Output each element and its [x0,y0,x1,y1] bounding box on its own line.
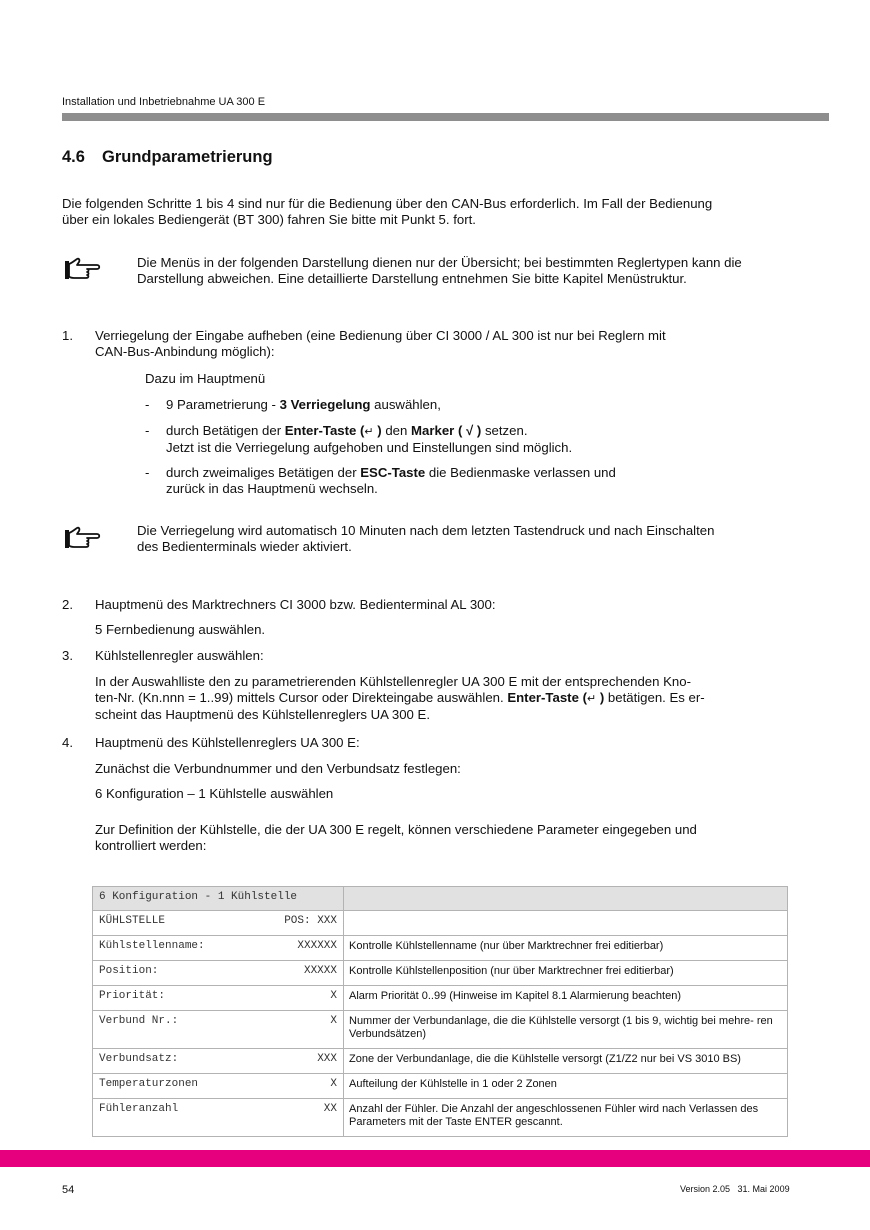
step3-number: 3. [62,648,73,663]
note1 [137,255,742,287]
step4-line1: Hauptmenü des Kühlstellenreglers UA 300 E: [95,735,360,750]
intro-line1: Die folgenden Schritte 1 bis 4 sind nur für die Bedienung über den CAN-Bus erforderlich. Im Fall der Bedienung [62,196,713,211]
page-number: 54 [62,1184,75,1196]
step3-paragraph: In der Auswahlliste den zu parametrierenden Kühlstellenregler UA 300 E mit der entsprechenden Kno- ten-Nr. (Kn.nnn = 1..99) mittels Cursor oder Direkteingabe auswählen. Enter-Taste (↵ ) betätigen. Es er- scheint das Hauptmenü des Kühlstellenreglers UA 300 E. [95,674,705,722]
table-row: Priorität: X Alarm Priorität 0..99 (Hinweise im Kapitel 8.1 Alarmierung beachten) [93,986,788,1011]
step1-bullet2: durch Betätigen der Enter-Taste (↵ ) den Marker ( √ ) setzen. Jetzt ist die Verriegelung aufgehoben und Einstellungen sind möglich. [166,423,573,455]
section-number: 4.6 [62,148,85,166]
bullet-dash: - [145,397,150,412]
table-row: Temperaturzonen X Aufteilung der Kühlstelle in 1 oder 2 Zonen [93,1074,788,1099]
table-header-row [93,887,788,911]
table-row: KÜHLSTELLE POS: XXX [93,911,788,936]
table-row: Verbundsatz: XXX Zone der Verbundanlage, die die Kühlstelle versorgt (Z1/Z2 nur bei VS 3010 BS) [93,1049,788,1074]
step4-paragraph: Zur Definition der Kühlstelle, die der UA 300 E regelt, können verschiedene Parameter eingegeben und kontrolliert werden: [95,822,697,853]
bullet-dash: - [145,465,150,480]
intro-line2: über ein lokales Bediengerät (BT 300) fahren Sie bitte mit Punkt 5. fort. [62,212,476,227]
table-row: Fühleranzahl XX Anzahl der Fühler. Die Anzahl der angeschlossenen Fühler wird nach Verlassen des Parameters mit der Taste ENTER gescannt. [93,1099,788,1137]
step1-number: 1. [62,328,73,343]
table-row: Position: XXXXX Kontrolle Kühlstellenposition (nur über Marktrechner frei editierbar) [93,961,788,986]
pointing-hand-icon [62,524,102,552]
header-title: Installation und Inbetriebnahme UA 300 E [62,96,266,108]
note2 [137,523,714,555]
step3-line1: Kühlstellenregler auswählen: [95,648,264,663]
step2-number: 2. [62,597,73,612]
step4-line2: Zunächst die Verbundnummer und den Verbundsatz festlegen: [95,761,461,776]
intro-paragraph [62,196,712,228]
note1-line1: Die Menüs in der folgenden Darstellung dienen nur der Übersicht; bei bestimmten Reglertypen kann die [137,255,742,270]
note2-line1: Die Verriegelung wird automatisch 10 Minuten nach dem letzten Tastendruck und nach Einschalten [137,523,715,538]
step1-intro: Dazu im Hauptmenü [145,371,266,386]
step2-line1: Hauptmenü des Marktrechners CI 3000 bzw. Bedienterminal AL 300: [95,597,496,612]
step4-number: 4. [62,735,73,750]
enter-key-icon: ↵ [364,426,374,438]
table-row: Verbund Nr.: X Nummer der Verbundanlage, die die Kühlstelle versorgt (1 bis 9, wichtig bei mehre- ren Verbundsätzen) [93,1011,788,1049]
step1-bullet3: durch zweimaliges Betätigen der ESC-Taste die Bedienmaske verlassen und zurück in das Hauptmenü wechseln. [166,465,616,496]
step1-line2: CAN-Bus-Anbindung möglich): [95,344,275,359]
note2-line2: des Bedienterminals wieder aktiviert. [137,539,352,554]
header-bar [62,113,829,121]
table-row: Kühlstellenname: XXXXXX Kontrolle Kühlstellenname (nur über Marktrechner frei editierbar) [93,936,788,961]
enter-key-icon: ↵ [586,693,597,705]
version-info: Version 2.05 31. Mai 2009 [680,1184,790,1194]
step1-line1: Verriegelung der Eingabe aufheben (eine Bedienung über CI 3000 / AL 300 ist nur bei Reglern mit [95,328,666,343]
note1-line2: Darstellung abweichen. Eine detaillierte Darstellung entnehmen Sie bitte Kapitel Menüstruktur. [137,271,687,286]
section-heading [62,148,273,167]
pointing-hand-icon [62,255,102,283]
bullet-dash: - [145,423,150,438]
footer-bar [0,1150,870,1167]
step1-bullet1: 9 Parametrierung - 3 Verriegelung auswählen, [166,397,441,412]
table-title-cell: 6 Konfiguration - 1 Kühlstelle [93,887,344,911]
step4-line3: 6 Konfiguration – 1 Kühlstelle auswählen [95,786,334,801]
section-title: Grundparametrierung [102,148,273,166]
step1-text [95,328,666,360]
config-table [92,886,788,1137]
step2-line2: 5 Fernbedienung auswählen. [95,622,266,637]
